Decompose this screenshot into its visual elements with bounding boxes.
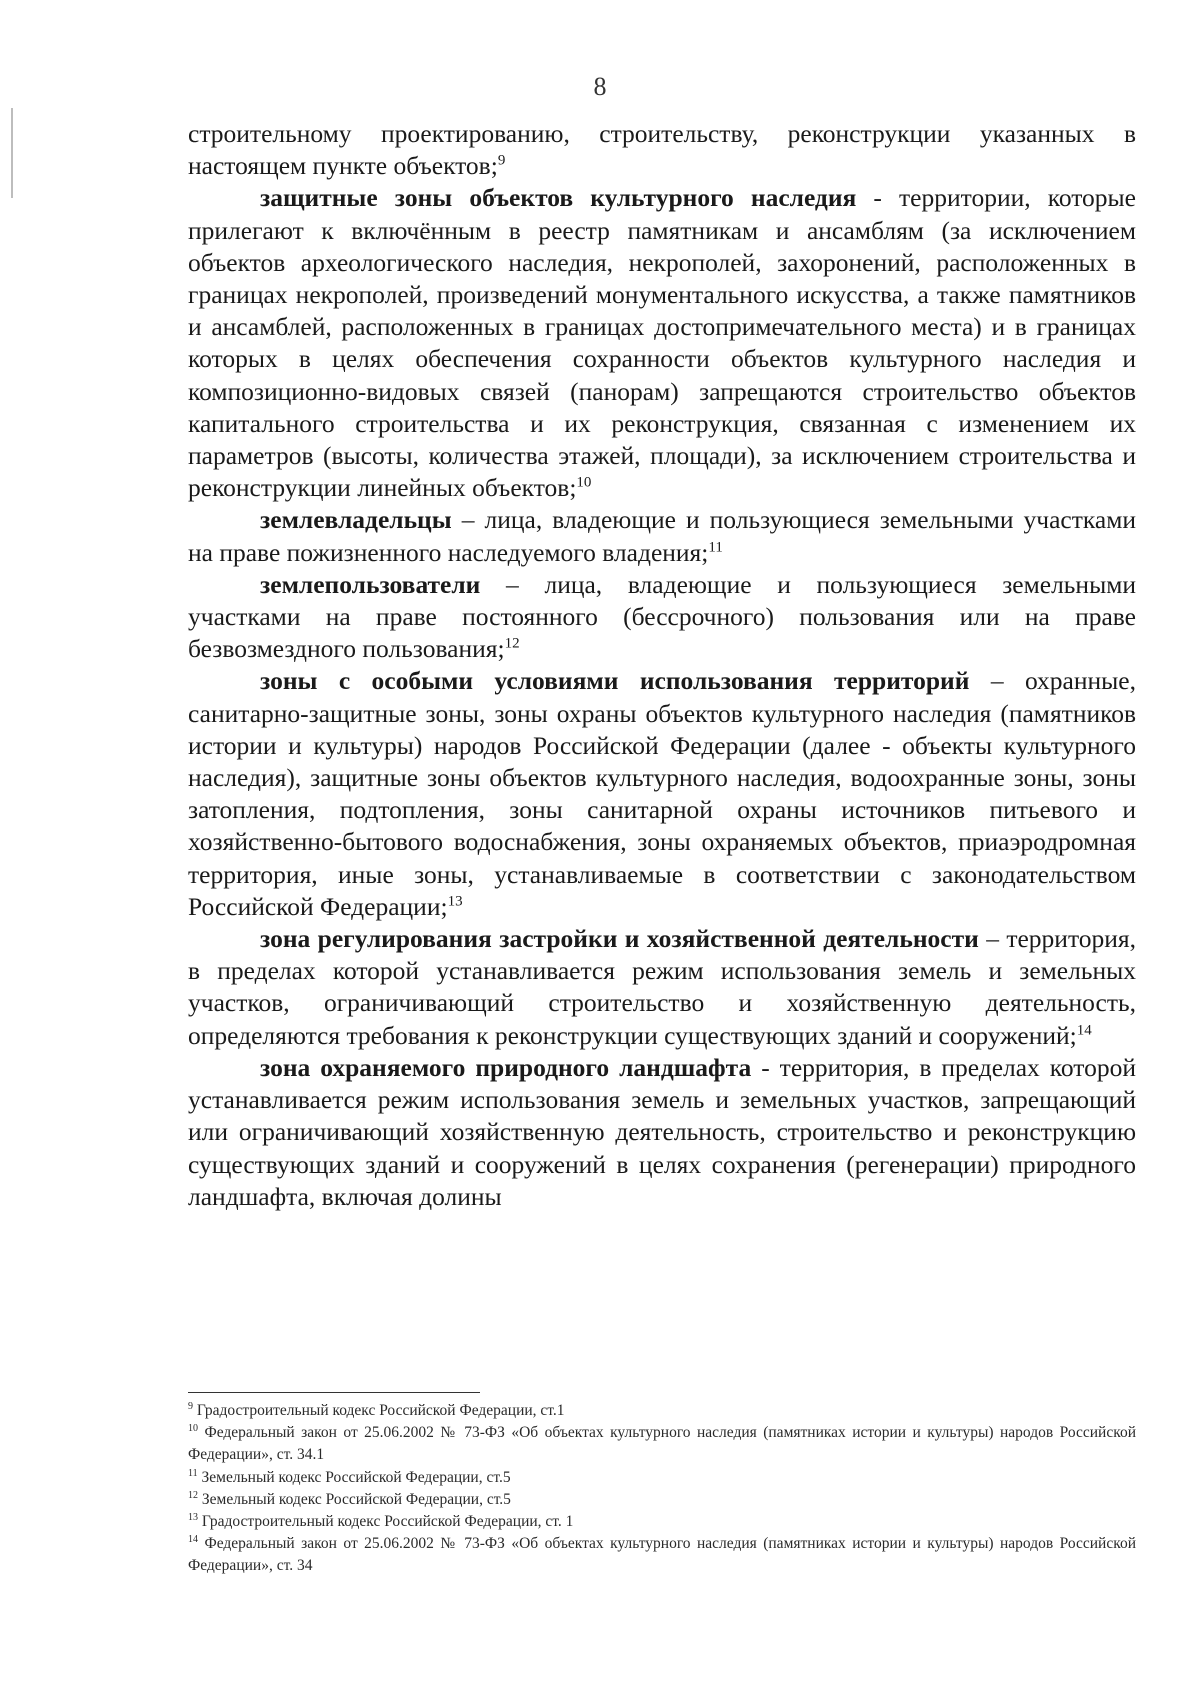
footnote-text: Федеральный закон от 25.06.2002 № 73-ФЗ «Об объектах культурного наследия (памятниках истории и культуры) народов Российской Федерации», ст. 34 — [188, 1535, 1136, 1575]
scan-edge-mark — [11, 108, 13, 198]
footnote-number: 14 — [188, 1534, 198, 1546]
definition-text: – лица, владеющие и пользующиеся земельными участками на праве постоянного (бессрочного) пользования или на праве безвозмездного пользования; — [188, 569, 1136, 664]
footnote-ref: 11 — [708, 539, 723, 556]
defined-term: зоны с особыми условиями использования территорий — [260, 666, 970, 696]
footnotes — [188, 1400, 1136, 1578]
footnote-ref: 12 — [504, 635, 520, 652]
defined-term: землевладельцы — [260, 505, 452, 535]
definition-paragraph — [188, 569, 1136, 666]
definition-text: – территория, в пределах которой устанавливается режим использования земель и земельных участков, ограничивающий строительство и хозяйственную деятельность, определяются требования к реконструкции существующих зданий и сооружений; — [188, 924, 1136, 1050]
footnote-separator — [188, 1392, 480, 1393]
definition-paragraph — [188, 923, 1136, 1052]
footnote-number: 13 — [188, 1511, 198, 1523]
footnote-number: 12 — [188, 1489, 198, 1501]
footnote-ref: 13 — [447, 893, 463, 910]
footnote-text: Градостроительный кодекс Российской Федерации, ст. 1 — [201, 1513, 574, 1531]
definition-text: - территории, которые прилегают к включённым в реестр памятникам и ансамблям (за исключением объектов археологического наследия, некрополей, захоронений, расположенных в границах некрополей, произведений монументального искусства, а также памятников и ансамблей, расположенных в границах достопримечательного места) и в границах которых в целях обеспечения сохранности объектов культурного наследия и композиционно-видовых связей (панорам) запрещаются строительство объектов капитального строительства и их реконструкция, связанная с изменением их параметров (высоты, количества этажей, площади), за исключением строительства и реконструкции линейных объектов; — [188, 183, 1136, 503]
defined-term: защитные зоны объектов культурного наследия — [260, 183, 857, 213]
paragraph-text: строительному проектированию, строительству, реконструкции указанных в настоящем пункте объектов; — [188, 119, 1136, 181]
defined-term: зона регулирования застройки и хозяйственной деятельности — [260, 924, 979, 954]
footnote — [188, 1511, 1136, 1533]
footnote-number: 9 — [188, 1400, 193, 1412]
footnote-text: Градостроительный кодекс Российской Федерации, ст.1 — [196, 1402, 565, 1419]
footnote — [188, 1400, 1136, 1422]
definition-paragraph — [188, 665, 1136, 923]
footnote — [188, 1489, 1136, 1511]
footnote — [188, 1467, 1136, 1489]
definition-paragraph — [188, 182, 1136, 504]
footnote-ref: 10 — [576, 474, 592, 491]
footnote-number: 11 — [188, 1467, 198, 1479]
footnote-number: 10 — [188, 1423, 198, 1435]
footnote — [188, 1533, 1136, 1577]
document-body — [188, 118, 1136, 1213]
paragraph — [188, 118, 1136, 182]
definition-paragraph — [188, 504, 1136, 568]
definition-text: – охранные, санитарно-защитные зоны, зоны охраны объектов культурного наследия (памятников истории и культуры) народов Российской Федерации (далее - объекты культурного наследия), защитные зоны объектов культурного наследия, водоохранные зоны, зоны затопления, подтопления, зоны санитарной охраны источников питьевого и хозяйственно-бытового водоснабжения, зоны охраняемых объектов, приаэродромная территория, иные зоны, устанавливаемые в соответствии с законодательством Российской Федерации; — [188, 666, 1136, 921]
defined-term: землепользователи — [260, 569, 481, 599]
definition-text: - территория, в пределах которой устанавливается режим использования земель и земельных участков, запрещающий или ограничивающий хозяйственную деятельность, строительство и реконструкцию существующих зданий и сооружений в целях сохранения (регенерации) природного ландшафта, включая долины — [188, 1052, 1136, 1211]
defined-term: зона охраняемого природного ландшафта — [260, 1052, 752, 1082]
footnote-text: Земельный кодекс Российской Федерации, ст.5 — [201, 1490, 511, 1508]
definition-paragraph — [188, 1052, 1136, 1213]
footnote — [188, 1422, 1136, 1466]
definition-text: – лица, владеющие и пользующиеся земельными участками на праве пожизненного наследуемого владения; — [188, 505, 1136, 567]
footnote-text: Земельный кодекс Российской Федерации, ст.5 — [201, 1468, 511, 1486]
page-number: 8 — [593, 72, 607, 101]
footnote-ref: 14 — [1076, 1022, 1092, 1039]
footnote-text: Федеральный закон от 25.06.2002 № 73-ФЗ «Об объектах культурного наследия (памятниках истории и культуры) народов Российской Федерации», ст. 34.1 — [188, 1424, 1136, 1464]
footnote-ref: 9 — [497, 152, 506, 169]
